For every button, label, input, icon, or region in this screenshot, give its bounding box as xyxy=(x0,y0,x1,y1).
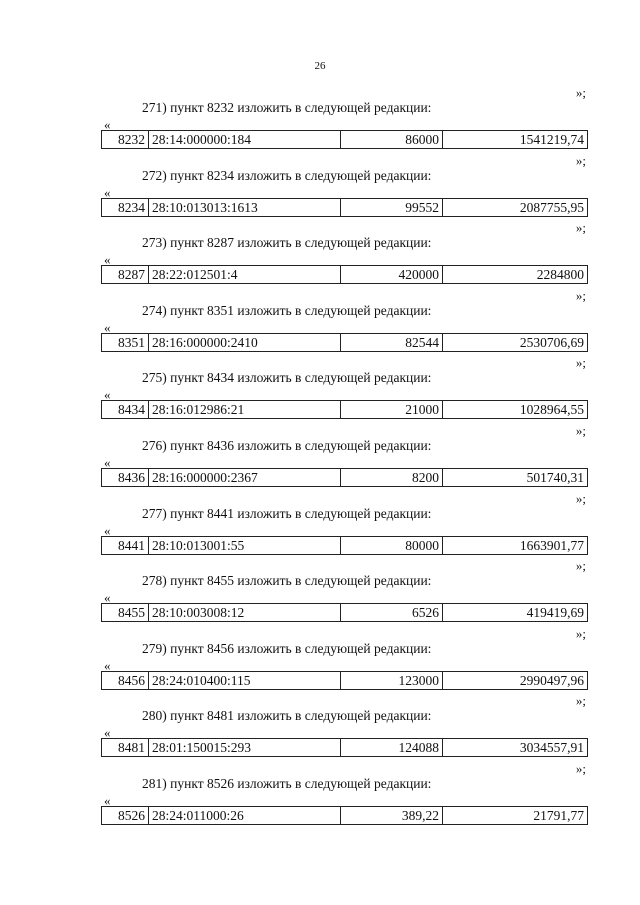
value-cell: 419419,69 xyxy=(443,604,588,622)
entry-number-cell: 8436 xyxy=(102,469,149,487)
area-cell: 80000 xyxy=(341,536,443,554)
table-row xyxy=(102,604,588,622)
value-cell: 2990497,96 xyxy=(443,671,588,689)
closing-quote-mark: »; xyxy=(575,85,586,100)
area-cell: 21000 xyxy=(341,401,443,419)
entry-table xyxy=(101,536,588,555)
closing-quote-mark: »; xyxy=(575,693,586,709)
entry-table xyxy=(101,806,588,825)
area-cell: 86000 xyxy=(341,131,443,149)
entry-table xyxy=(101,738,588,757)
opening-quote-mark: « xyxy=(104,252,111,268)
amendment-heading: 281) пункт 8526 изложить в следующей редакции: xyxy=(142,776,432,791)
opening-quote-mark: « xyxy=(104,725,111,741)
table-row xyxy=(102,671,588,689)
area-cell: 123000 xyxy=(341,671,443,689)
amendment-heading: 276) пункт 8436 изложить в следующей редакции: xyxy=(142,438,432,453)
entry-number-cell: 8441 xyxy=(102,536,149,554)
entry-number-cell: 8234 xyxy=(102,198,149,216)
entry-table xyxy=(101,130,588,149)
closing-quote-mark: »; xyxy=(575,355,586,371)
opening-quote-mark: « xyxy=(104,590,111,606)
cadastral-number-cell: 28:22:012501:4 xyxy=(149,266,341,284)
table-row xyxy=(102,198,588,216)
entry-table xyxy=(101,265,588,284)
entry-number-cell: 8526 xyxy=(102,807,149,825)
closing-quote-mark: »; xyxy=(575,558,586,574)
closing-quote-mark: »; xyxy=(575,625,586,641)
entry-table xyxy=(101,400,588,419)
area-cell: 6526 xyxy=(341,604,443,622)
cadastral-number-cell: 28:01:150015:293 xyxy=(149,739,341,757)
amendment-heading: 273) пункт 8287 изложить в следующей редакции: xyxy=(142,235,432,251)
opening-quote-mark: « xyxy=(104,387,111,403)
cadastral-number-cell: 28:10:013013:1613 xyxy=(149,198,341,216)
opening-quote-mark: « xyxy=(104,184,111,200)
table-row xyxy=(102,807,588,825)
closing-quote-mark: »; xyxy=(575,220,586,236)
table-row xyxy=(102,266,588,284)
opening-quote-mark: « xyxy=(104,522,111,538)
cadastral-number-cell: 28:14:000000:184 xyxy=(149,131,341,149)
area-cell: 420000 xyxy=(341,266,443,284)
value-cell: 1663901,77 xyxy=(443,536,588,554)
opening-quote-mark: « xyxy=(104,117,111,132)
opening-quote-mark: « xyxy=(104,657,111,673)
cadastral-number-cell: 28:16:000000:2410 xyxy=(149,333,341,351)
amendment-heading: 278) пункт 8455 изложить в следующей редакции: xyxy=(142,573,432,589)
opening-quote-mark: « xyxy=(104,793,111,808)
page-number: 26 xyxy=(314,60,326,72)
value-cell: 3034557,91 xyxy=(443,739,588,757)
closing-quote-mark: »; xyxy=(575,423,586,438)
cadastral-number-cell: 28:24:010400:115 xyxy=(149,671,341,689)
entry-table xyxy=(101,198,588,217)
table-row xyxy=(102,739,588,757)
amendment-heading: 277) пункт 8441 изложить в следующей редакции: xyxy=(142,505,432,521)
closing-quote-mark: »; xyxy=(575,287,586,303)
value-cell: 2087755,95 xyxy=(443,198,588,216)
entry-number-cell: 8455 xyxy=(102,604,149,622)
cadastral-number-cell: 28:10:003008:12 xyxy=(149,604,341,622)
amendment-heading: 275) пункт 8434 изложить в следующей редакции: xyxy=(142,370,432,386)
amendment-heading: 274) пункт 8351 изложить в следующей редакции: xyxy=(142,302,432,318)
amendment-heading: 279) пункт 8456 изложить в следующей редакции: xyxy=(142,640,432,656)
opening-quote-mark: « xyxy=(104,319,111,335)
table-row xyxy=(102,131,588,149)
value-cell: 2530706,69 xyxy=(443,333,588,351)
cadastral-number-cell: 28:24:011000:26 xyxy=(149,807,341,825)
entry-table xyxy=(101,603,588,622)
value-cell: 501740,31 xyxy=(443,469,588,487)
cadastral-number-cell: 28:16:000000:2367 xyxy=(149,469,341,487)
entry-number-cell: 8287 xyxy=(102,266,149,284)
table-row xyxy=(102,401,588,419)
table-row xyxy=(102,333,588,351)
cadastral-number-cell: 28:10:013001:55 xyxy=(149,536,341,554)
amendment-heading: 280) пункт 8481 изложить в следующей редакции: xyxy=(142,708,432,724)
entry-number-cell: 8351 xyxy=(102,333,149,351)
value-cell: 1541219,74 xyxy=(443,131,588,149)
amendment-heading: 272) пункт 8234 изложить в следующей редакции: xyxy=(142,167,432,183)
table-row xyxy=(102,469,588,487)
value-cell: 1028964,55 xyxy=(443,401,588,419)
closing-quote-mark: »; xyxy=(575,152,586,168)
cadastral-number-cell: 28:16:012986:21 xyxy=(149,401,341,419)
entry-table xyxy=(101,468,588,487)
amendment-heading: 271) пункт 8232 изложить в следующей редакции: xyxy=(142,100,432,115)
area-cell: 82544 xyxy=(341,333,443,351)
area-cell: 99552 xyxy=(341,198,443,216)
area-cell: 389,22 xyxy=(341,807,443,825)
entry-number-cell: 8232 xyxy=(102,131,149,149)
entry-number-cell: 8456 xyxy=(102,671,149,689)
entry-table xyxy=(101,671,588,690)
area-cell: 8200 xyxy=(341,469,443,487)
table-row xyxy=(102,536,588,554)
entry-number-cell: 8481 xyxy=(102,739,149,757)
value-cell: 2284800 xyxy=(443,266,588,284)
entry-number-cell: 8434 xyxy=(102,401,149,419)
entry-table xyxy=(101,333,588,352)
closing-quote-mark: »; xyxy=(575,490,586,506)
opening-quote-mark: « xyxy=(104,455,111,470)
closing-quote-mark: »; xyxy=(575,761,586,776)
value-cell: 21791,77 xyxy=(443,807,588,825)
area-cell: 124088 xyxy=(341,739,443,757)
